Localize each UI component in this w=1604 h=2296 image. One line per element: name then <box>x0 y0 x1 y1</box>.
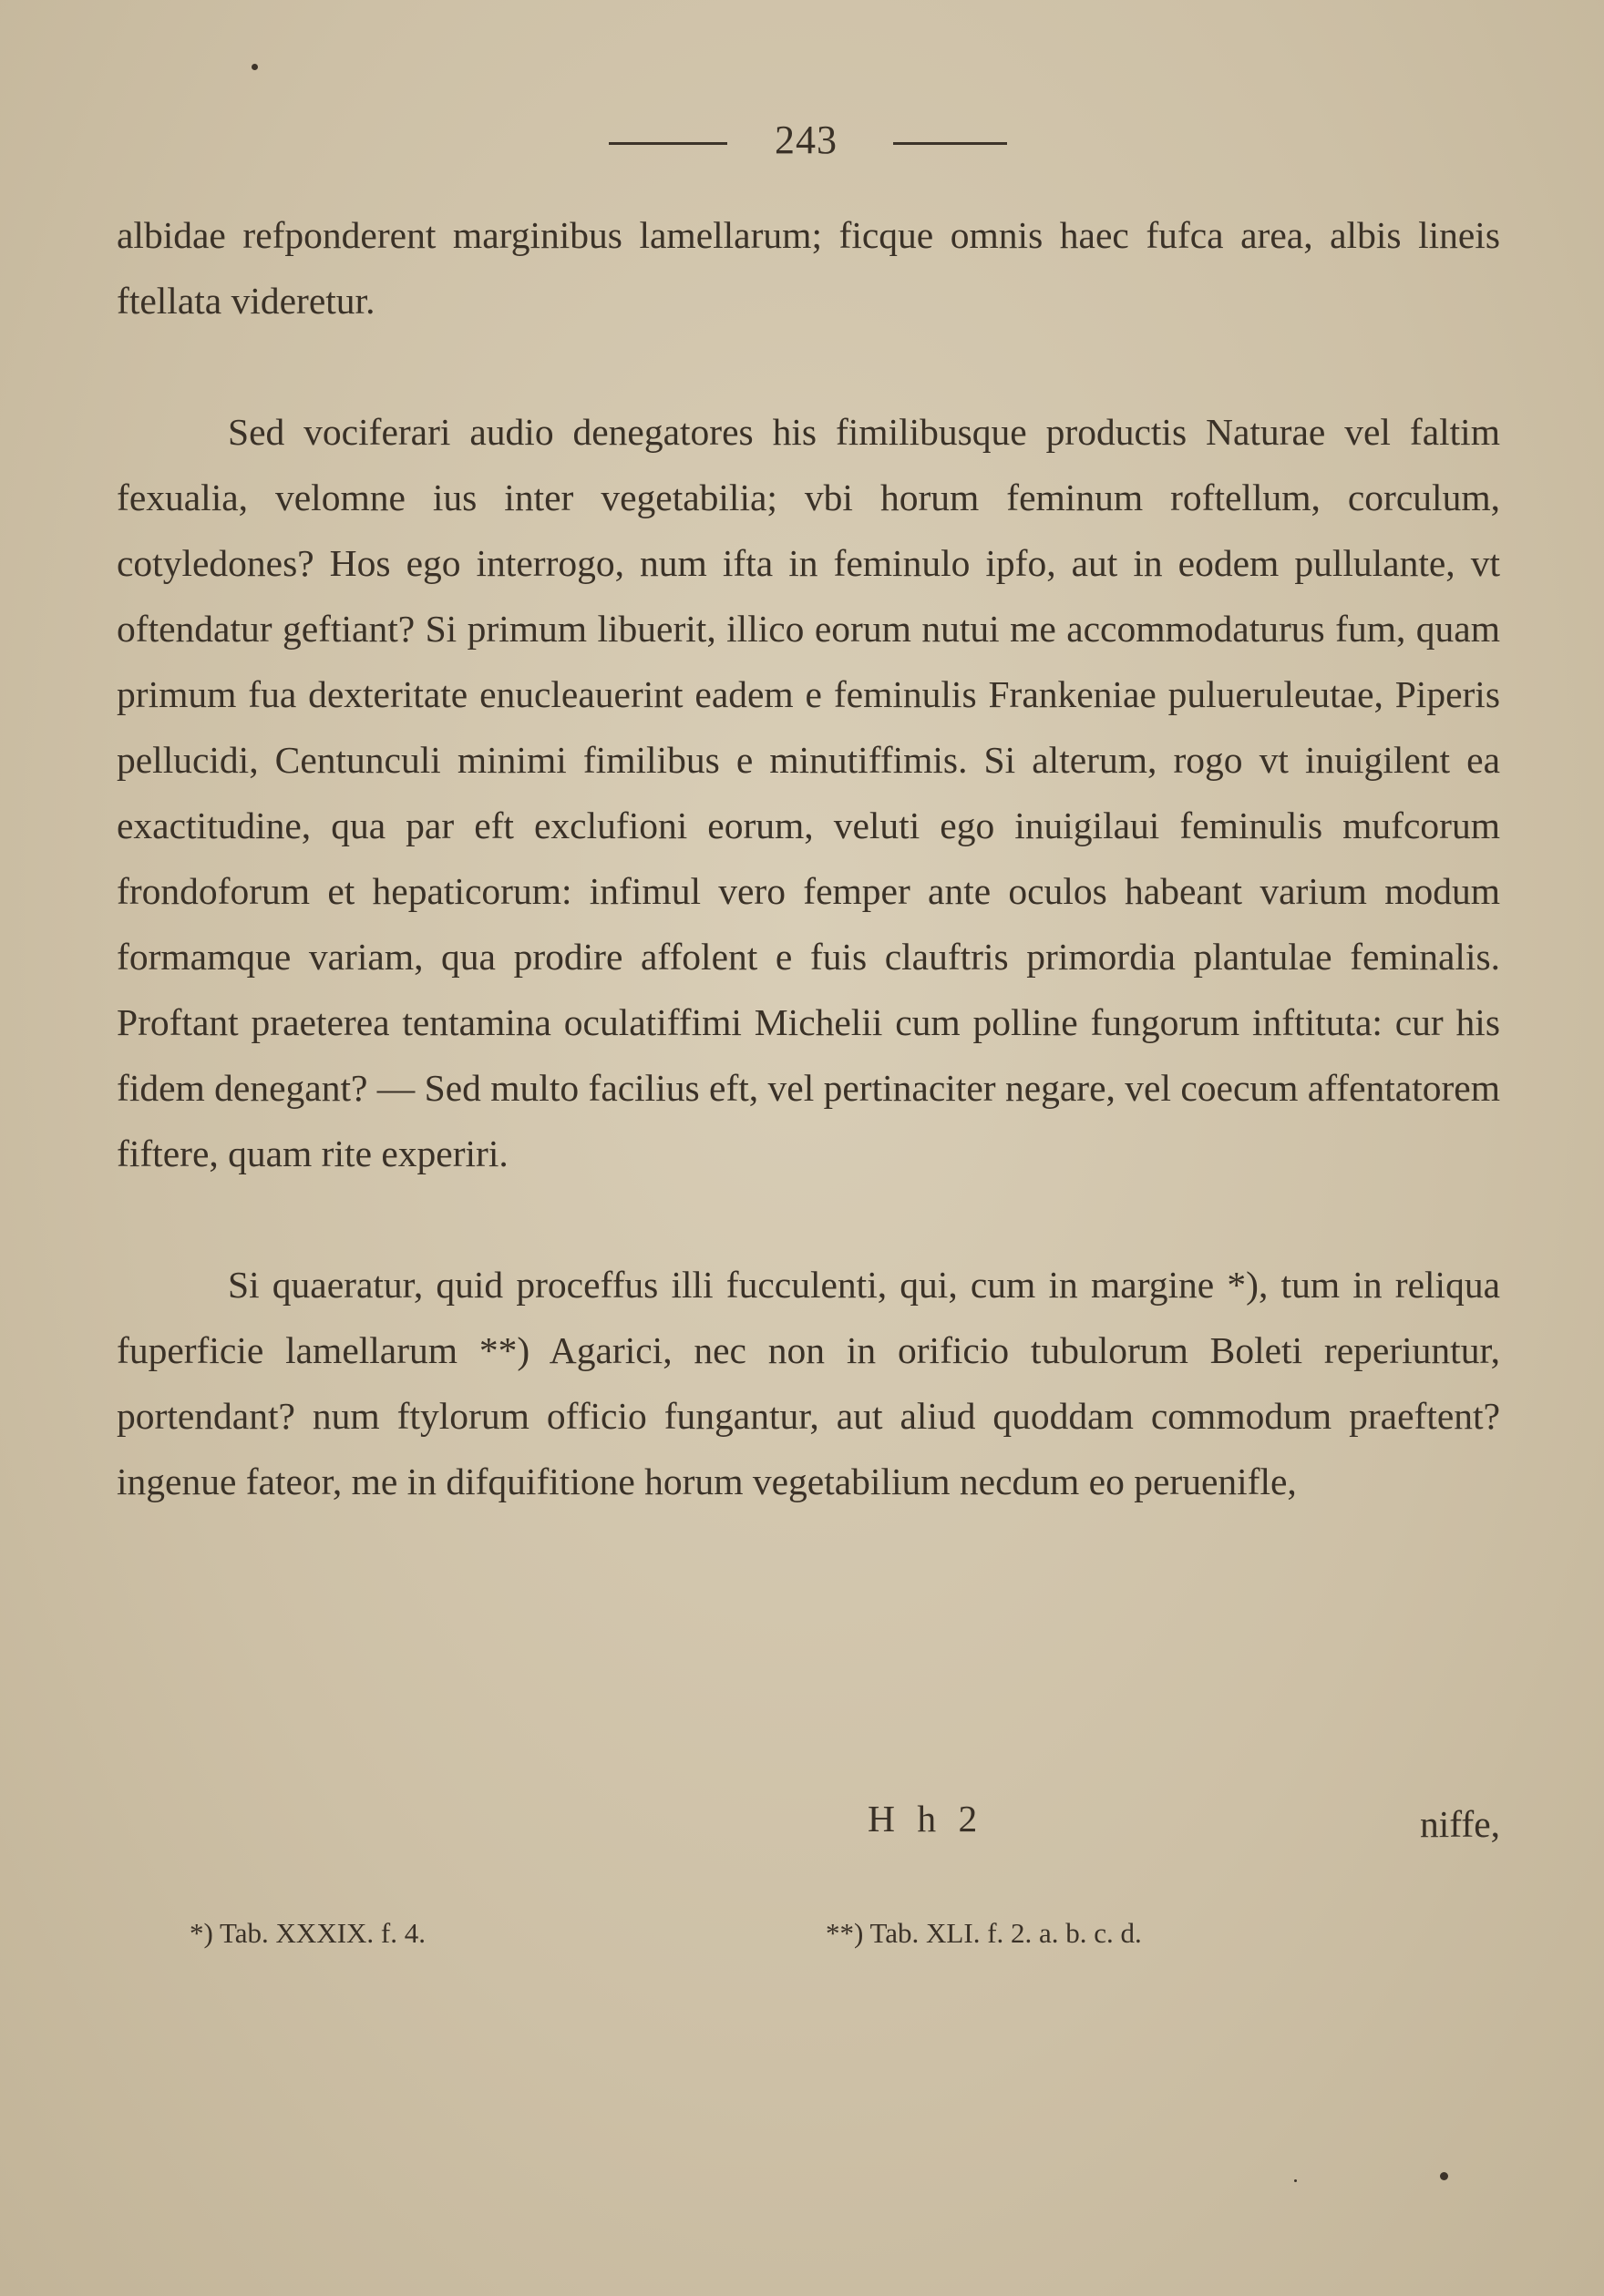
footnote-1: *) Tab. XXXIX. f. 4. <box>190 1917 426 1949</box>
page-number: 243 <box>775 118 838 162</box>
ink-spot <box>1294 2179 1297 2182</box>
ink-spot <box>252 64 258 70</box>
footnote-2: **) Tab. XLI. f. 2. a. b. c. d. <box>826 1917 1142 1949</box>
ink-spot <box>1440 2172 1448 2180</box>
catchword: niffe, <box>1420 1803 1500 1845</box>
header-rule-right <box>893 142 1007 145</box>
header-rule-left <box>609 142 727 145</box>
body-text <box>117 202 1500 1514</box>
page-header <box>0 117 1604 171</box>
paragraph-2: Sed vociferari audio denegatores his fimilibusque productis Naturae vel faltim fexualia, velomne ius inter vegetabilia; vbi horum feminum roftellum, corculum, cotyledones? Hos ego interrogo, num ifta in feminulo ipfo, aut in eodem pullulante, vt oftendatur geftiant? Si primum libuerit, illico eorum nutui me accommodaturus fum, quam primum fua dexteritate enucleauerint eadem e feminulis Frankeniae pulueruleutae, Piperis pellucidi, Centunculi minimi fimilibus e minutiffimis. Si alterum, rogo vt inuigilent ea exactitudine, qua par eft exclufioni eorum, veluti ego inuigilaui feminulis mufcorum frondoforum et hepaticorum: infimul vero femper ante oculos habeant varium modum formamque variam, qua prodire affolent e fuis clauftris primordia plantulae feminalis. Proftant praeterea tentamina oculatiffimi Michelii cum polline fungorum inftituta: cur his fidem denegant? — Sed multo facilius eft, vel pertinaciter negare, vel coecum affentatorem fiftere, quam rite experiri. <box>117 411 1500 1174</box>
signature-mark: H h 2 <box>868 1798 984 1840</box>
page-catch-line <box>117 1797 1500 1851</box>
footnotes <box>0 1917 1604 1963</box>
paragraph-1: albidae refponderent marginibus lamellarum; ficque omnis haec fufca area, albis lineis ftellata videretur. <box>117 214 1500 322</box>
paragraph-3: Si quaeratur, quid proceffus illi fucculenti, qui, cum in margine *), tum in reliqua fuperficie lamellarum **) Agarici, nec non in orificio tubulorum Boleti reperiuntur, portendant? num ftylorum officio fungantur, aut aliud quoddam commodum praeftent? ingenue fateor, me in difquifitione horum vegetabilium necdum eo peruenifle, <box>117 1264 1500 1502</box>
